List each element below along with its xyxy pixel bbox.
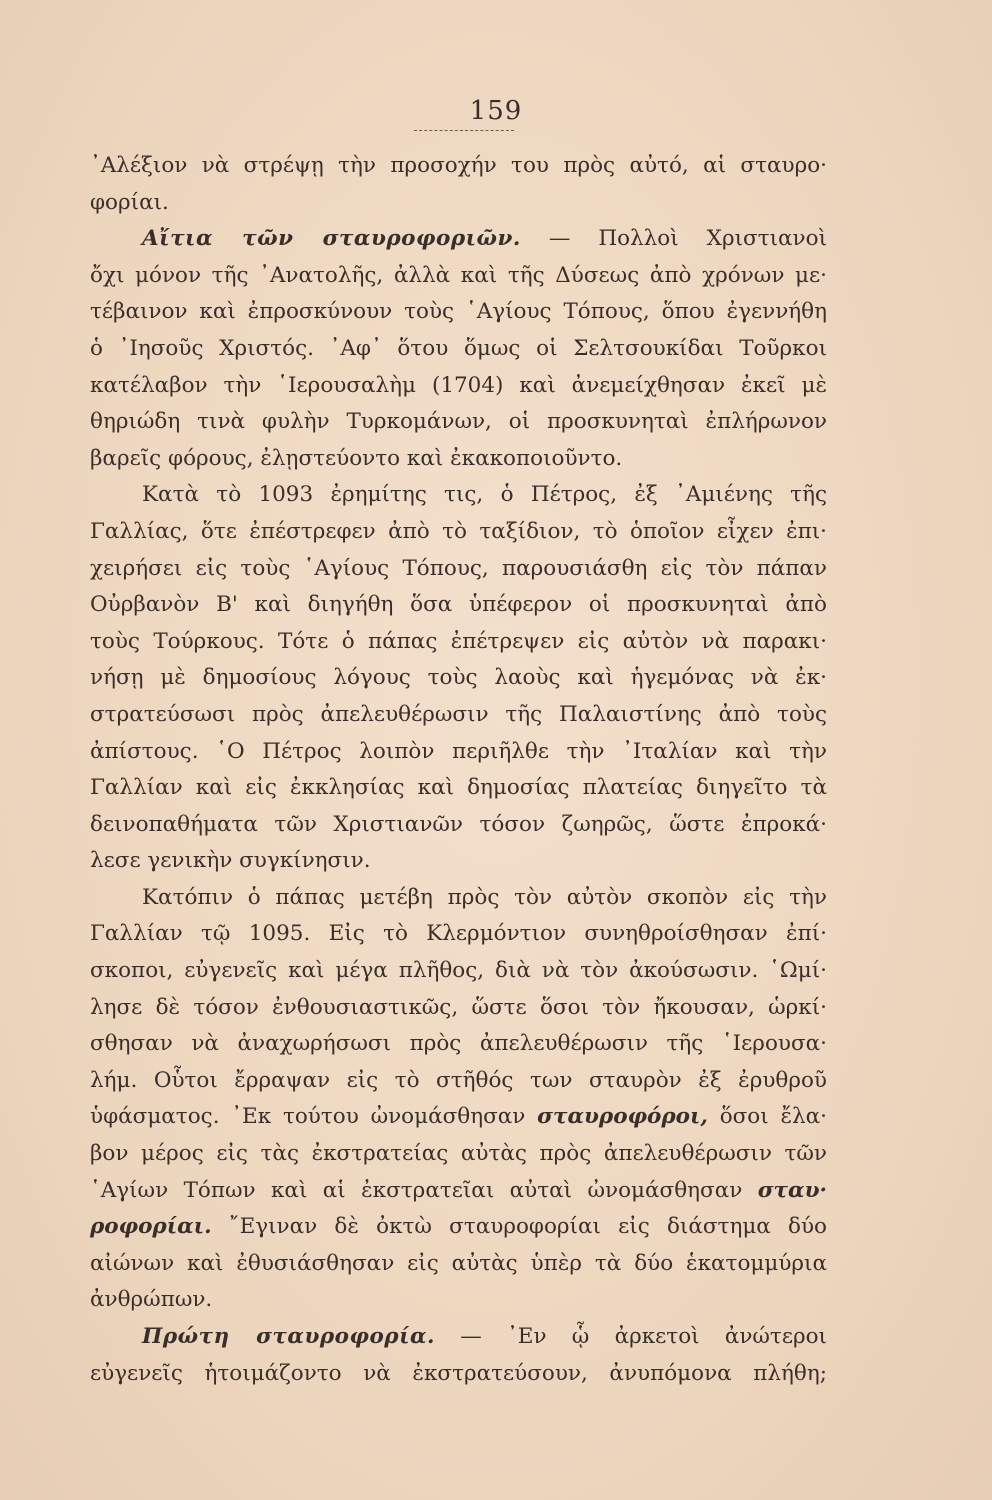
text-line: ᾿Αλέξιον νὰ στρέψῃ τὴν προσοχήν του πρὸς αὐτό, αἱ σταυρο·	[90, 153, 827, 178]
text-line: ἀπίστους. ῾Ο Πέτρος λοιπὸν περιῆλθε τὴν ᾿Ιταλίαν καὶ τὴν	[90, 738, 827, 764]
text-line: θηριώδη τινὰ φυλὴν Τυρκομάνων, οἱ προσκυνηταὶ ἐπλήρωνον	[90, 409, 827, 435]
page-number-rule	[414, 130, 514, 131]
text-line: εὐγενεῖς ἡτοιμάζοντο νὰ ἐκστρατεύσουν, ἀνυπόμονα πλήθη;	[90, 1360, 827, 1386]
text-line: αἰώνων καὶ ἐθυσιάσθησαν εἰς αὐτὰς ὑπὲρ τὰ δύο ἑκατομμύρια	[90, 1250, 827, 1276]
text-line: ὄχι μόνον τῆς ᾿Ανατολῆς, ἀλλὰ καὶ τῆς Δύσεως ἀπὸ χρόνων με·	[90, 262, 827, 288]
text-line: σκοποι, εὐγενεῖς καὶ μέγα πλῆθος, διὰ νὰ τὸν ἀκούσωσιν. ῾Ωμί·	[90, 958, 827, 984]
text-line: λήμ. Οὗτοι ἔρραψαν εἰς τὸ στῆθός των σταυρὸν ἐξ ἐρυθροῦ	[90, 1067, 827, 1093]
text-line: λεσε γενικὴν συγκίνησιν.	[90, 848, 371, 874]
text-line: χειρήσει εἰς τοὺς ῾Αγίους Τόπους, παρουσιάσθη εἰς τὸν πάπαν	[90, 555, 827, 581]
text-line: σθησαν νὰ ἀναχωρήσωσι πρὸς ἀπελευθέρωσιν τῆς ῾Ιερουσα·	[90, 1031, 827, 1057]
text-line: στρατεύσωσι πρὸς ἀπελευθέρωσιν τῆς Παλαιστίνης ἀπὸ τοὺς	[90, 701, 827, 727]
text-line	[90, 1173, 827, 1210]
text-line: κατέλαβον τὴν ῾Ιερουσαλὴμ (1704) καὶ ἀνεμείχθησαν ἐκεῖ μὲ	[90, 372, 827, 398]
text-line: φορίαι.	[90, 189, 169, 215]
text-line: Οὐρβανὸν Β' καὶ διηγήθη ὅσα ὑπέφερον οἱ προσκυνηταὶ ἀπὸ	[90, 592, 827, 618]
text-line: λησε δὲ τόσον ἐνθουσιαστικῶς, ὥστε ὅσοι τὸν ἤκουσαν, ὡρκί·	[90, 994, 827, 1020]
section-heading-first-crusade: Πρώτη σταυροφορία.	[142, 1324, 436, 1349]
body-text	[90, 148, 827, 1392]
text-line	[90, 1099, 827, 1136]
line-segment: ὅσοι ἔλα·	[719, 1104, 827, 1130]
text-line: νήσῃ μὲ δημοσίους λόγους τοὺς λαοὺς καὶ ἡγεμόνας νὰ ἐκ·	[90, 665, 827, 691]
text-line: Κατὰ τὸ 1093 ἐρημίτης τις, ὁ Πέτρος, ἐξ ᾿Αμιένης τῆς	[142, 482, 827, 508]
text-line	[90, 221, 827, 258]
term-crusades-part1: σταυ·	[757, 1177, 827, 1203]
text-line: δεινοπαθήματα τῶν Χριστιανῶν τόσον ζωηρῶς, ὥστε ἐπροκά·	[90, 811, 827, 837]
text-line: Κατόπιν ὁ πάπας μετέβη πρὸς τὸν αὐτὸν σκοπὸν εἰς τὴν	[142, 884, 827, 910]
line-segment: ῾Αγίων Τόπων καὶ αἱ ἐκστρατεῖαι αὐταὶ ὠνομάσθησαν	[90, 1177, 743, 1203]
heading-continuation: — ᾿Εν ᾧ ἀρκετοὶ ἀνώτεροι	[460, 1324, 827, 1349]
text-line: Γαλλίας, ὅτε ἐπέστρεφεν ἀπὸ τὸ ταξίδιον, τὸ ὁποῖον εἶχεν ἐπι·	[90, 518, 827, 544]
text-line: ἀνθρώπων.	[90, 1287, 213, 1313]
section-heading-causes: Αἴτια τῶν σταυροφοριῶν.	[142, 226, 521, 252]
text-line: βαρεῖς φόρους, ἐλῃστεύοντο καὶ ἐκακοποιοῦντο.	[90, 445, 623, 471]
term-crusades-part2: ροφορίαι.	[90, 1214, 212, 1240]
text-line	[90, 1319, 827, 1356]
heading-continuation: — Πολλοὶ Χριστιανοὶ	[548, 226, 827, 252]
text-line: τέβαινον καὶ ἐπροσκύνουν τοὺς ῾Αγίους Τόπους, ὅπου ἐγεννήθη	[90, 299, 827, 325]
line-segment: ὑφάσματος. ᾿Εκ τούτου ὠνομάσθησαν	[90, 1104, 526, 1130]
text-line: Γαλλίαν τῷ 1095. Εἰς τὸ Κλερμόντιον συνηθροίσθησαν ἐπί·	[90, 921, 827, 947]
text-line: Γαλλίαν καὶ εἰς ἐκκλησίας καὶ δημοσίας πλατείας διηγεῖτο τὰ	[90, 775, 827, 801]
page-number: 159	[469, 96, 523, 126]
text-line	[90, 1209, 827, 1246]
line-segment: ῎Εγιναν δὲ ὀκτὼ σταυροφορίαι εἰς διάστημα δύο	[228, 1214, 827, 1240]
term-crusaders: σταυροφόροι,	[537, 1104, 708, 1130]
text-line: τοὺς Τούρκους. Τότε ὁ πάπας ἐπέτρεψεν εἰς αὐτὸν νὰ παρακι·	[90, 628, 827, 654]
text-line: ὁ ᾿Ιησοῦς Χριστός. ᾿Αφ᾿ ὅτου ὅμως οἱ Σελτσουκίδαι Τοῦρκοι	[90, 335, 827, 361]
text-line: βον μέρος εἰς τὰς ἐκστρατείας αὐτὰς πρὸς ἀπελευθέρωσιν τῶν	[90, 1141, 827, 1167]
